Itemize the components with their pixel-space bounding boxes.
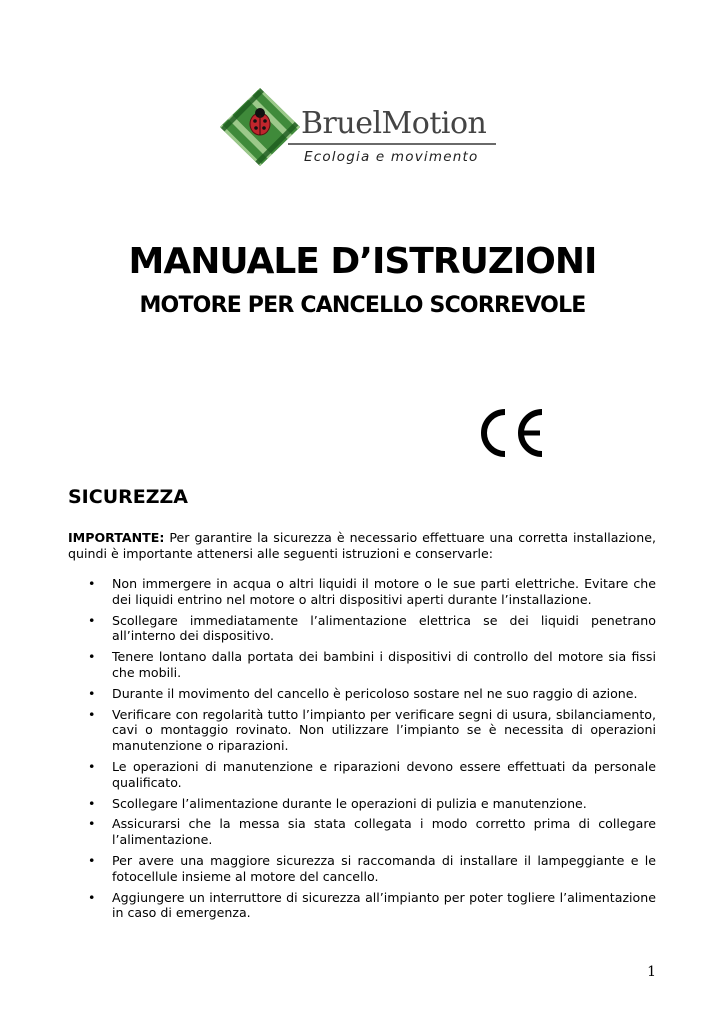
brand-tagline: Ecologia e movimento [304, 149, 479, 165]
list-item-text: Aggiungere un interruttore di sicurezza all’impianto per poter togliere l’alimentazione in caso di emergenza. [112, 889, 656, 921]
list-item [68, 649, 656, 681]
bullet-icon: • [88, 852, 96, 868]
ladybug-diamond-logo-icon [218, 86, 302, 168]
bullet-icon: • [88, 706, 96, 722]
bullet-icon: • [88, 649, 96, 665]
bullet-icon: • [88, 889, 96, 905]
list-item [68, 796, 656, 812]
ce-mark-icon [474, 406, 546, 460]
brand-logo [218, 86, 503, 168]
document-title: MANUALE D’ISTRUZIONI [128, 241, 597, 282]
list-item-text: Durante il movimento del cancello è pericoloso sostare nel ne suo raggio di azione. [112, 685, 638, 701]
intro-text: Per garantire la sicurezza è necessario effettuare una corretta installazione, quindi è importante attenersi alle seguenti istruzioni e conservarle: [68, 530, 656, 561]
list-item-text: Scollegare immediatamente l’alimentazione elettrica se dei liquidi penetrano all’interno dei dispositivo. [112, 612, 656, 644]
list-item-text: Tenere lontano dalla portata dei bambini i dispositivi di controllo del motore sia fissi che mobili. [112, 649, 656, 680]
list-item-text: Assicurarsi che la messa sia stata collegata i modo corretto prima di collegare l’alimentazione. [112, 816, 656, 848]
section-heading: SICUREZZA [68, 486, 188, 508]
list-item-text: Per avere una maggiore sicurezza si raccomanda di installare il lampeggiante e le fotocellule insieme al motore del cancello. [112, 852, 656, 884]
document-subtitle: MOTORE PER CANCELLO SCORREVOLE [139, 293, 586, 318]
list-item-text: Verificare con regolarità tutto l’impianto per verificare segni di usura, sbilanciamento, cavi o montaggio rovinato. Non utilizzare l’impianto se è necessita di operazioni manutenzione o riparazioni. [112, 706, 656, 754]
list-item-text: Non immergere in acqua o altri liquidi il motore o le sue parti elettriche. Evitare che dei liquidi entrino nel motore o altri dispositivi aperti durante l’installazione. [112, 576, 656, 607]
bullet-icon: • [88, 612, 96, 628]
intro-label: IMPORTANTE: [68, 530, 165, 545]
list-item [68, 707, 656, 754]
list-item [68, 686, 656, 702]
list-item [68, 759, 656, 791]
bullet-icon: • [88, 685, 96, 701]
brand-name: BruelMotion [301, 106, 487, 141]
safety-rules-list [68, 576, 656, 926]
bullet-icon: • [88, 758, 96, 774]
brand-underline [288, 143, 496, 145]
bullet-icon: • [88, 795, 96, 811]
list-item [68, 816, 656, 848]
list-item-text: Le operazioni di manutenzione e riparazioni devono essere effettuati da personale qualificato. [112, 758, 656, 790]
list-item [68, 613, 656, 645]
bullet-icon: • [88, 576, 96, 591]
page-number: 1 [647, 964, 656, 980]
list-item-text: Scollegare l’alimentazione durante le operazioni di pulizia e manutenzione. [112, 795, 587, 811]
bullet-icon: • [88, 816, 96, 832]
list-item [68, 576, 656, 608]
list-item [68, 890, 656, 922]
list-item [68, 853, 656, 885]
intro-paragraph [68, 530, 656, 562]
